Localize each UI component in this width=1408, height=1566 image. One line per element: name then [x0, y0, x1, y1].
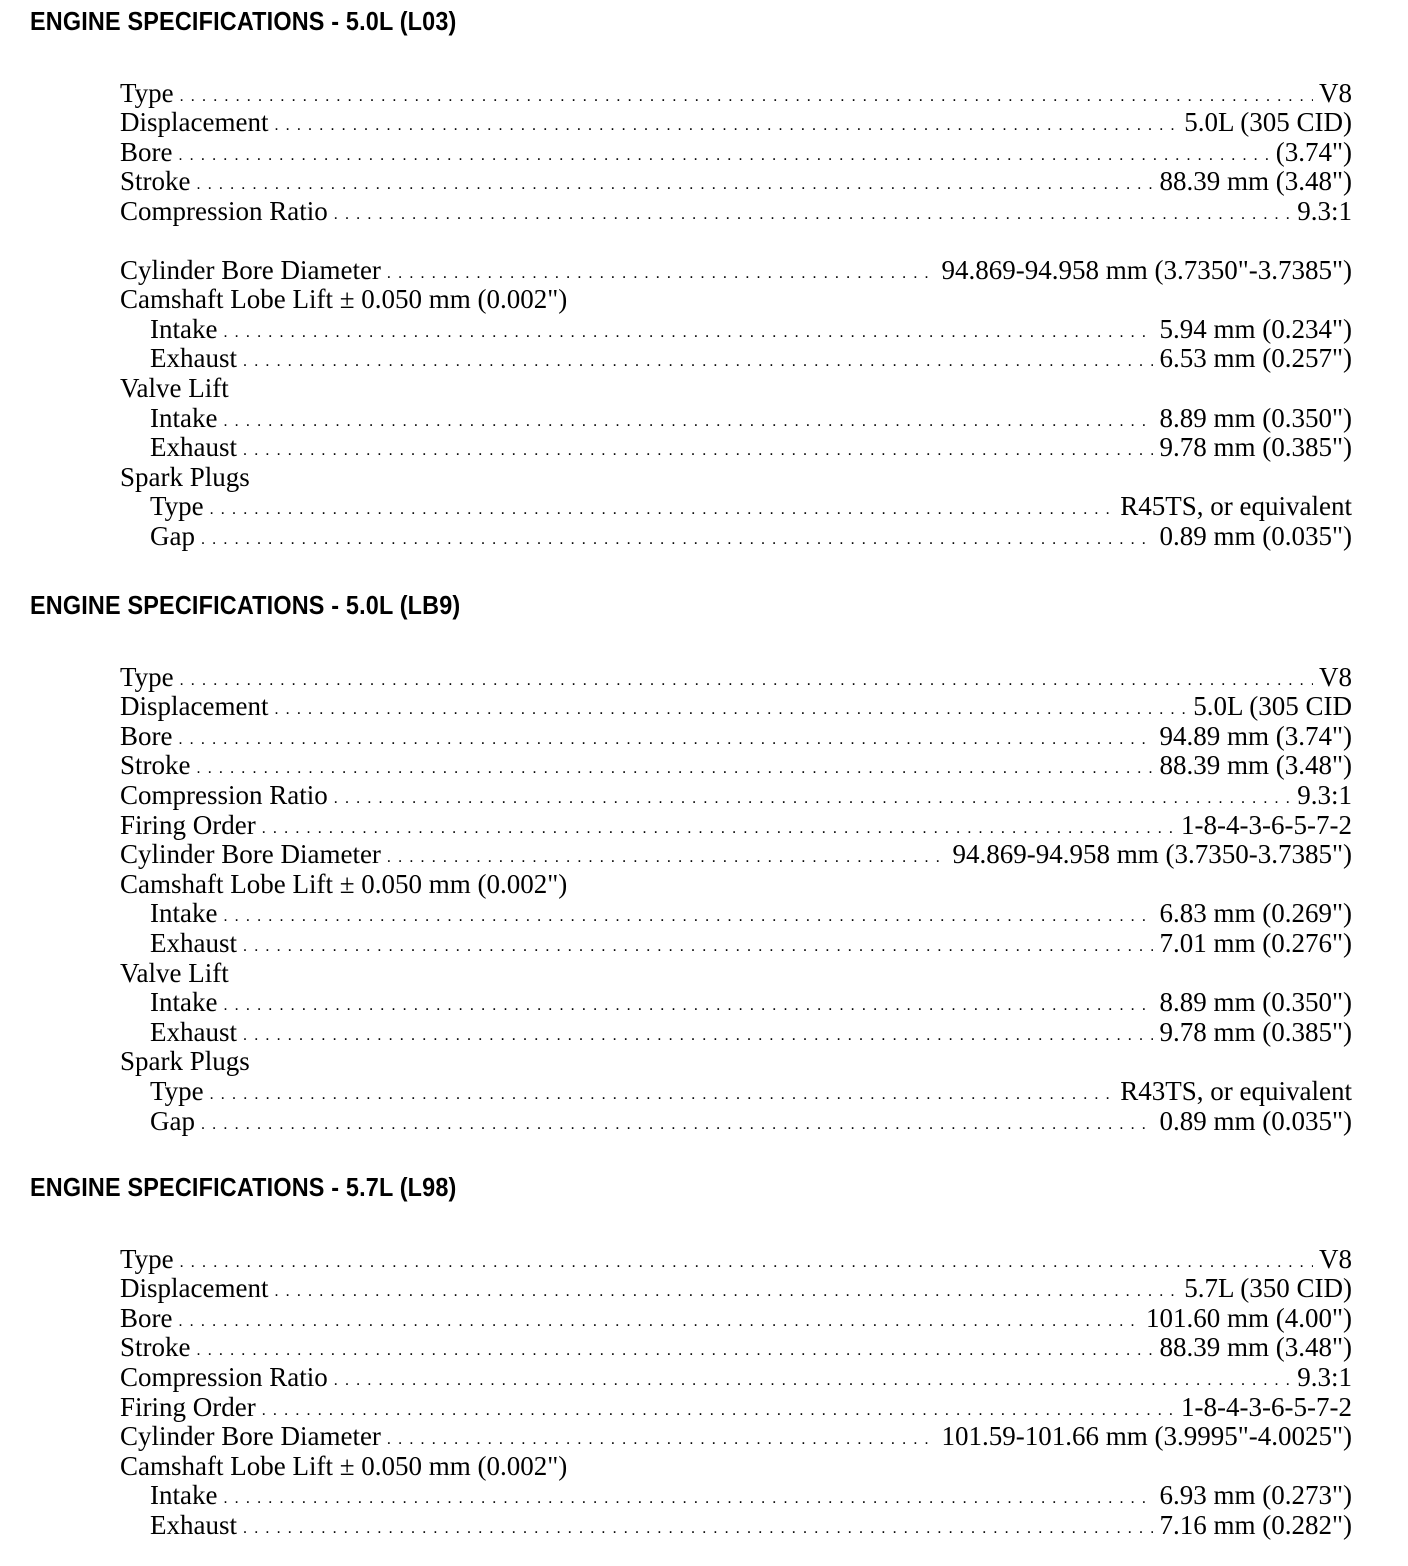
spec-value: 0.89 mm (0.035"): [1159, 1105, 1352, 1136]
spec-label: Spark Plugs: [120, 461, 250, 492]
spec-row-compression-ratio: [120, 196, 1352, 226]
leader-dots: [243, 1518, 1153, 1540]
spec-value: R43TS, or equivalent: [1120, 1075, 1352, 1106]
spec-label: Type: [120, 1243, 174, 1274]
leader-dots: [223, 411, 1153, 433]
spec-label: Intake: [150, 1480, 218, 1511]
leader-dots: [274, 1281, 1178, 1303]
spec-label: Stroke: [120, 750, 191, 781]
spec-label: Exhaust: [150, 927, 237, 958]
spec-label: Intake: [150, 402, 218, 433]
leader-dots: [180, 1252, 1313, 1274]
spec-row-exhaust: [120, 344, 1352, 374]
spec-row-plug-gap: [120, 521, 1352, 551]
spec-list: [120, 662, 1352, 1136]
leader-dots: [180, 670, 1313, 692]
spec-group-valve-lift: [120, 373, 1352, 403]
spec-group-camshaft-lobe-lift: [120, 285, 1352, 315]
leader-dots: [197, 174, 1154, 196]
spec-row-intake: [120, 314, 1352, 344]
leader-dots: [334, 788, 1291, 810]
spec-label: Type: [120, 661, 174, 692]
leader-dots: [201, 529, 1154, 551]
spec-row-intake: [120, 899, 1352, 929]
spec-row-bore: [120, 721, 1352, 751]
spec-row-plug-type: [120, 492, 1352, 522]
spec-value: 88.39 mm (3.48"): [1159, 166, 1352, 197]
spec-value: 94.869-94.958 mm (3.7350"-3.7385"): [941, 254, 1352, 285]
spec-label: Valve Lift: [120, 957, 229, 988]
leader-dots: [387, 1429, 936, 1451]
leader-dots: [197, 758, 1154, 780]
spec-value: 88.39 mm (3.48"): [1159, 750, 1352, 781]
spec-label: Stroke: [120, 1332, 191, 1363]
leader-dots: [223, 995, 1153, 1017]
spec-label: Compression Ratio: [120, 1361, 328, 1392]
spec-label: Camshaft Lobe Lift ± 0.050 mm (0.002"): [120, 1450, 568, 1481]
spec-label: Compression Ratio: [120, 195, 328, 226]
spec-value: 7.01 mm (0.276"): [1159, 927, 1352, 958]
leader-dots: [178, 1311, 1140, 1333]
spec-label: Exhaust: [150, 432, 237, 463]
spec-label: Cylinder Bore Diameter: [120, 839, 381, 870]
spec-row-displacement: [120, 692, 1352, 722]
spec-value: 1-8-4-3-6-5-7-2: [1181, 809, 1352, 840]
leader-dots: [223, 906, 1153, 928]
spec-row-cylinder-bore: [120, 840, 1352, 870]
spec-list: [120, 1244, 1352, 1540]
section-heading: ENGINE SPECIFICATIONS - 5.0L (L03): [30, 6, 457, 36]
spec-label: Displacement: [120, 691, 269, 722]
spec-label: Compression Ratio: [120, 779, 328, 810]
spec-value: 5.0L (305 CID: [1193, 691, 1352, 722]
spec-value: 9.78 mm (0.385"): [1159, 432, 1352, 463]
spec-label: Camshaft Lobe Lift ± 0.050 mm (0.002"): [120, 868, 568, 899]
spec-group-spark-plugs: [120, 462, 1352, 492]
spec-label: Camshaft Lobe Lift ± 0.050 mm (0.002"): [120, 284, 568, 315]
spec-row-cylinder-bore: [120, 255, 1352, 285]
spec-value: 101.60 mm (4.00"): [1145, 1302, 1352, 1333]
spec-label: Bore: [120, 1302, 173, 1333]
spec-label: Firing Order: [120, 1391, 256, 1422]
spec-value: 5.94 mm (0.234"): [1159, 313, 1352, 344]
spec-row-intake: [120, 1481, 1352, 1511]
leader-dots: [223, 322, 1153, 344]
spec-row-intake: [120, 988, 1352, 1018]
spec-value: 88.39 mm (3.48"): [1159, 1332, 1352, 1363]
spec-label: Type: [150, 1075, 204, 1106]
spec-label: Firing Order: [120, 809, 256, 840]
leader-dots: [243, 1025, 1153, 1047]
spec-row-bore: [120, 1303, 1352, 1333]
spec-label: Stroke: [120, 166, 191, 197]
spec-label: Exhaust: [150, 343, 237, 374]
spec-group-camshaft-lobe-lift: [120, 1451, 1352, 1481]
leader-dots: [334, 204, 1291, 226]
spec-value: 9.3:1: [1297, 195, 1352, 226]
spec-group-valve-lift: [120, 958, 1352, 988]
leader-dots: [201, 1114, 1154, 1136]
section-heading: ENGINE SPECIFICATIONS - 5.7L (L98): [30, 1172, 457, 1202]
spec-value: V8: [1319, 661, 1352, 692]
spacer: [120, 226, 1352, 255]
spec-row-stroke: [120, 167, 1352, 197]
leader-dots: [334, 1370, 1291, 1392]
spec-row-type: [120, 78, 1352, 108]
spec-label: Bore: [120, 720, 173, 751]
spec-value: 94.89 mm (3.74"): [1159, 720, 1352, 751]
leader-dots: [243, 351, 1153, 373]
spec-label: Cylinder Bore Diameter: [120, 1421, 381, 1452]
leader-dots: [180, 86, 1313, 108]
leader-dots: [210, 1084, 1115, 1106]
spec-value: (3.74"): [1275, 136, 1352, 167]
leader-dots: [387, 847, 947, 869]
spec-row-firing-order: [120, 1392, 1352, 1422]
spec-label: Intake: [150, 313, 218, 344]
spec-label: Cylinder Bore Diameter: [120, 254, 381, 285]
spec-value: 0.89 mm (0.035"): [1159, 520, 1352, 551]
leader-dots: [243, 440, 1153, 462]
spec-label: Type: [150, 491, 204, 522]
spec-row-bore: [120, 137, 1352, 167]
spec-row-exhaust: [120, 1510, 1352, 1540]
spec-row-stroke: [120, 751, 1352, 781]
spec-row-exhaust: [120, 433, 1352, 463]
spec-label: Exhaust: [150, 1016, 237, 1047]
spec-label: Intake: [150, 987, 218, 1018]
spec-value: R45TS, or equivalent: [1120, 491, 1352, 522]
spec-row-stroke: [120, 1333, 1352, 1363]
spec-row-displacement: [120, 108, 1352, 138]
spec-value: 5.7L (350 CID): [1184, 1273, 1352, 1304]
spec-value: 9.3:1: [1297, 779, 1352, 810]
spec-value: 9.78 mm (0.385"): [1159, 1016, 1352, 1047]
spec-label: Exhaust: [150, 1509, 237, 1540]
spec-row-exhaust: [120, 928, 1352, 958]
spec-value: 101.59-101.66 mm (3.9995"-4.0025"): [941, 1421, 1352, 1452]
spec-row-intake: [120, 403, 1352, 433]
spec-label: Valve Lift: [120, 372, 229, 403]
spec-row-plug-gap: [120, 1106, 1352, 1136]
leader-dots: [274, 115, 1178, 137]
spec-label: Displacement: [120, 107, 269, 138]
spec-row-exhaust: [120, 1017, 1352, 1047]
section-heading: ENGINE SPECIFICATIONS - 5.0L (LB9): [30, 590, 461, 620]
leader-dots: [274, 699, 1187, 721]
leader-dots: [223, 1488, 1153, 1510]
spec-label: Bore: [120, 136, 173, 167]
spec-value: 8.89 mm (0.350"): [1159, 987, 1352, 1018]
spec-group-spark-plugs: [120, 1047, 1352, 1077]
spec-row-firing-order: [120, 810, 1352, 840]
spec-value: 1-8-4-3-6-5-7-2: [1181, 1391, 1352, 1422]
spec-row-displacement: [120, 1274, 1352, 1304]
leader-dots: [387, 263, 936, 285]
spec-value: V8: [1319, 77, 1352, 108]
leader-dots: [178, 145, 1269, 167]
spec-label: Spark Plugs: [120, 1046, 250, 1077]
spec-row-type: [120, 662, 1352, 692]
spec-label: Type: [120, 77, 174, 108]
spec-list: [120, 78, 1352, 551]
spec-value: 9.3:1: [1297, 1361, 1352, 1392]
spec-label: Displacement: [120, 1273, 269, 1304]
spec-row-compression-ratio: [120, 780, 1352, 810]
leader-dots: [262, 1400, 1175, 1422]
spec-label: Gap: [150, 1105, 195, 1136]
spec-value: 94.869-94.958 mm (3.7350-3.7385"): [952, 839, 1352, 870]
leader-dots: [262, 818, 1175, 840]
spec-row-cylinder-bore: [120, 1422, 1352, 1452]
leader-dots: [243, 936, 1153, 958]
spec-value: 6.83 mm (0.269"): [1159, 898, 1352, 929]
leader-dots: [210, 499, 1115, 521]
spec-value: 7.16 mm (0.282"): [1159, 1509, 1352, 1540]
spec-row-type: [120, 1244, 1352, 1274]
spec-value: 8.89 mm (0.350"): [1159, 402, 1352, 433]
spec-label: Intake: [150, 898, 218, 929]
spec-value: 6.93 mm (0.273"): [1159, 1480, 1352, 1511]
leader-dots: [178, 729, 1153, 751]
spec-value: 5.0L (305 CID): [1184, 107, 1352, 138]
spec-row-compression-ratio: [120, 1362, 1352, 1392]
spec-row-plug-type: [120, 1076, 1352, 1106]
spec-group-camshaft-lobe-lift: [120, 869, 1352, 899]
spec-value: 6.53 mm (0.257"): [1159, 343, 1352, 374]
spec-label: Gap: [150, 520, 195, 551]
leader-dots: [197, 1340, 1154, 1362]
spec-value: V8: [1319, 1243, 1352, 1274]
